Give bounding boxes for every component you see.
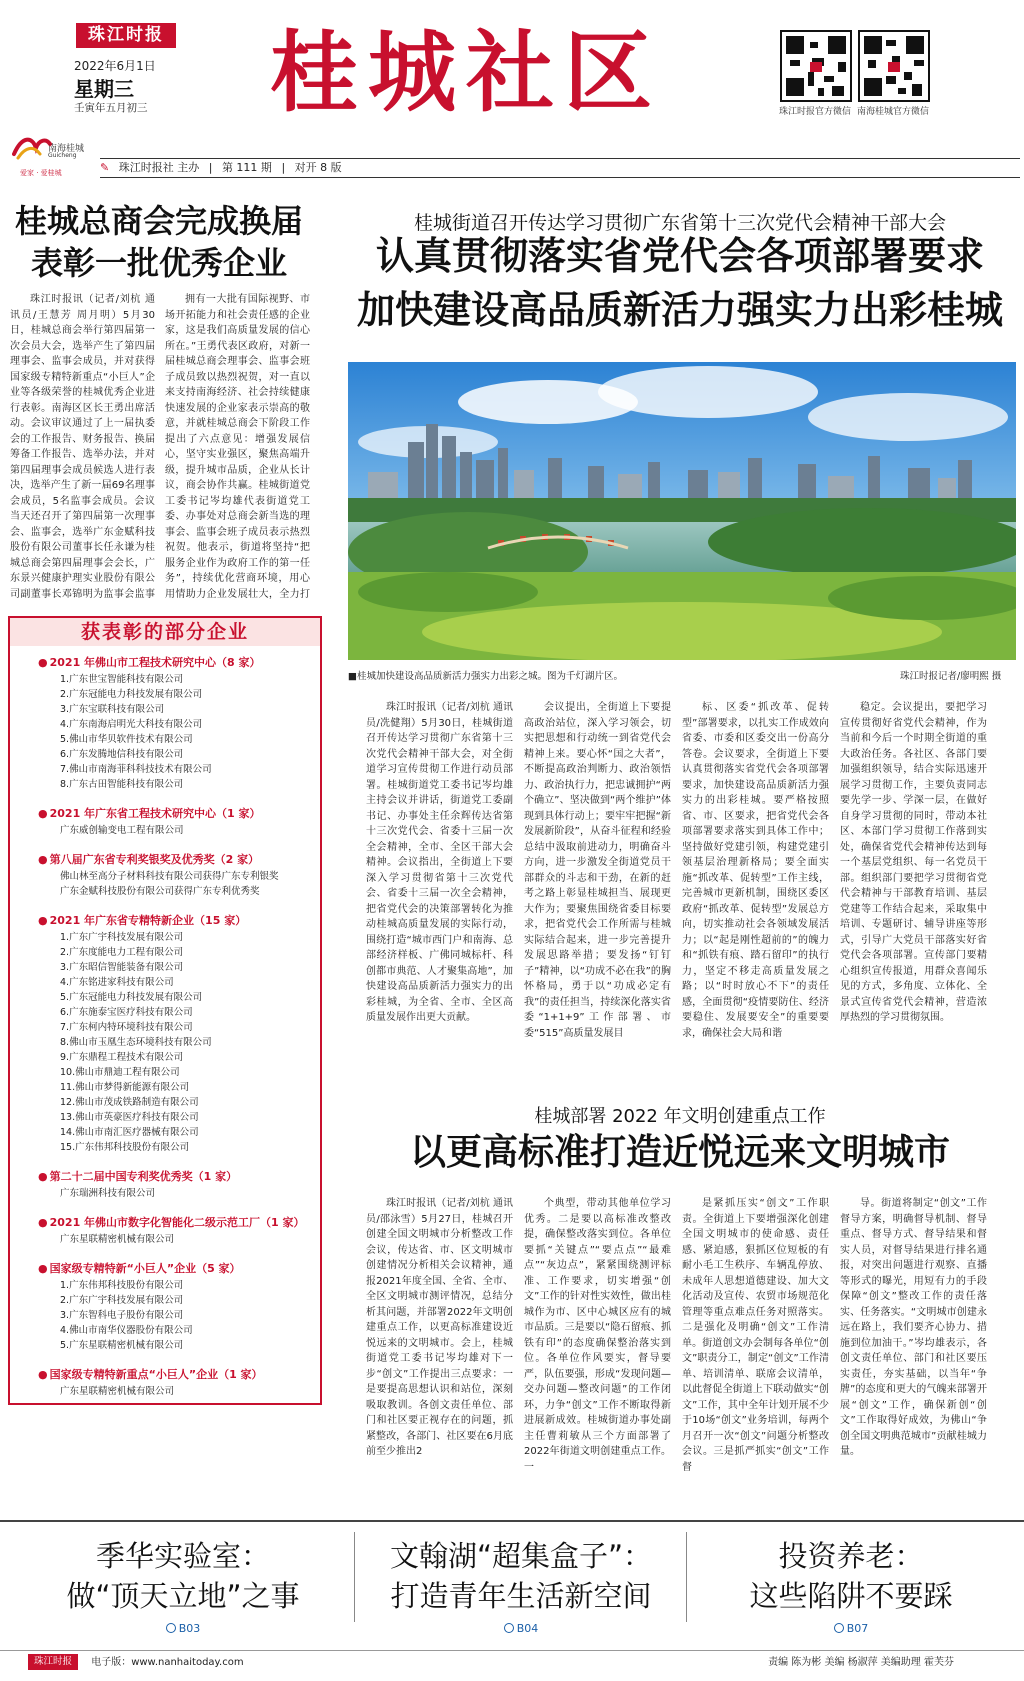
award-company: 1.广东广宇科技发展有限公司 [60, 932, 184, 943]
award-company: 5.广东冠能电力科技发展有限公司 [60, 992, 203, 1003]
award-company: 佛山林至高分子材料科技有限公司获得广东专利银奖 [60, 871, 279, 882]
award-company: 广东瑞洲科技有限公司 [60, 1188, 156, 1199]
photo-caption: ■桂城加快建设高品质新活力强实力出彩之城。图为千灯湖片区。 [348, 671, 623, 682]
award-company: 3.广东昭信智能装备有限公司 [60, 962, 184, 973]
main-headline-line2[interactable]: 加快建设高品质新活力强实力出彩桂城 [356, 288, 1003, 332]
teaser-separator [354, 1532, 355, 1622]
teaser-line2: 做“顶天立地”之事 [66, 1579, 300, 1613]
photo-credit: 珠江时报记者/廖明熙 摄 [900, 671, 1002, 682]
teaser-line2: 这些陷阱不要踩 [749, 1579, 953, 1613]
award-company: 广东星联精密机械有限公司 [60, 1386, 175, 1397]
left-headline-line2: 表彰一批优秀企业 [30, 244, 287, 282]
qr-right-caption: 南海桂城官方微信 [857, 107, 930, 117]
award-company: 8.佛山市玉凰生态环境科技有限公司 [60, 1037, 212, 1048]
footer-badge: 珠江时报 [28, 1654, 78, 1670]
section-title: 桂城社区 [270, 20, 663, 124]
main-headline-line1[interactable]: 认真贯彻落实省党代会各项部署要求 [375, 234, 984, 278]
teaser-page-ref[interactable] [356, 1622, 686, 1635]
issue-date: 2022年6月1日 [74, 59, 156, 73]
award-company: 8.广东古田智能科技有限公司 [60, 779, 184, 790]
logo-pinyin: Guicheng [48, 152, 77, 159]
second-story-column-2: 个典型，带动其他单位学习优秀。二是要以高标准改整改提，确保整改落实到位。各单位要抓“关键点”“要点点”“最难点”“灰边点”，紧紧围绕测评标准、工作要求，切实增强“创文”工作的针对性实效性，做出桂城作为市、区中心城区应有的城市品质。三是要以“隐石留痕、抓铁有印”的态度确保整治落实到位。各单位作风要实，督导要严，队伍要强，形成“发现问题—交办问题—整改问题”的工作闭环，力争“创文”工作不断取得新进展新成效。桂城街道办事处副主任曹莉敏从三个方面部署了2022年街道文明创建重点工作。一 [524, 1198, 671, 1473]
award-company: 11.佛山市梦得新能源有限公司 [60, 1082, 190, 1093]
city-skyline-photo [348, 362, 1016, 660]
award-company: 3.广东智科电子股份有限公司 [60, 1310, 184, 1321]
award-category: ● 第二十二届中国专利奖优秀奖（1 家） [38, 1168, 237, 1184]
second-story-headline[interactable]: 以更高标准打造近悦远来文明城市 [409, 1132, 950, 1173]
qr-code-icon[interactable] [780, 30, 852, 102]
award-company: 12.佛山市茂成铁路制造有限公司 [60, 1097, 199, 1108]
award-company: 7.广东柯内特环境科技有限公司 [60, 1022, 193, 1033]
award-company: 4.广东南海启明光大科技有限公司 [60, 719, 203, 730]
separator: | [281, 161, 286, 174]
second-story-column-1: 珠江时报讯（记者/刘杭 通讯员/邵泳雪）5月27日，桂城召开创建全国文明城市分析整改工作会议，传达省、市、区文明城市创建情况分析相关会议精神，通报2021年度全国、全省、全市、全区文明城市测评情况，总结分析其问题，并部署2022年文明创建重点工作，以更高标准建设近悦远来的文明城市。会上，桂城街道党工委书记岑均雄对下一步“创文”工作提出三点要求：一是要提高思想认识和站位，深刻吸取教训。各创文责任单位、部门和社区要正视存在的问题，抓紧整改，各部门、社区要在6月底前至少推出2 [366, 1198, 513, 1457]
main-story-column-3: 标、区委“抓改革、促转型”部署要求，以扎实工作成效向省委、市委和区委交出一份高分答卷。会议要求，全街道上下要认真贯彻落实省党代会各项部署要求，加快建设高品质新活力强实力的出彩桂城。要严格按照省、市、区要求，把省党代会各项部署要求落实到具体工作中；坚持做好党建引领，构建党建引领基层治理新格局；要全面实施“抓改革、促转型”工作主线，完善城市更新机制，围绕区委区政府“抓改革、促转型”发展总方向，切实推动社会各领域发展活力；以“起是刚性超前的”的魄力和“抓铁有痕、踏石留印”的执行力，坚定不移走高质量发展之路；以“时时放心不下”的责任感，全面贯彻“疫情要防住、经济要稳住、发展要安全”的重要要求，确保社会大局和谐 [682, 702, 829, 1039]
page-footer [0, 1650, 1024, 1674]
pen-icon: ✎ [100, 161, 110, 174]
award-company: 13.佛山市英豪医疗科技有限公司 [60, 1112, 199, 1123]
teaser-line1: 投资养老： [778, 1539, 924, 1573]
award-box-title: 获表彰的部分企业 [10, 618, 320, 646]
award-list-box [8, 616, 322, 1405]
logo-slogan: 爱家 · 爱桂城 [20, 169, 62, 177]
footer-website[interactable]: 电子版：www.nanhaitoday.com [91, 1657, 244, 1668]
page-ref-icon [166, 1623, 176, 1633]
left-story-headline[interactable] [0, 200, 318, 284]
award-category: ● 国家级专精特新“小巨人”企业（5 家） [38, 1260, 241, 1276]
qr-left-caption: 珠江时报官方微信 [779, 107, 852, 117]
award-company: 2.广东冠能电力科技发展有限公司 [60, 689, 203, 700]
award-category: ● 国家级专精特新重点“小巨人”企业（1 家） [38, 1366, 263, 1382]
newspaper-logo: 珠江时报 [76, 23, 176, 48]
teaser-b03[interactable] [18, 1536, 348, 1635]
guicheng-logo [8, 128, 88, 184]
award-company: 10.佛山市鼎迪工程有限公司 [60, 1067, 180, 1078]
teaser-ref-text: B03 [178, 1622, 201, 1635]
award-category: ● 2021 年广东省工程技术研究中心（1 家） [38, 805, 261, 821]
award-company: 1.广东伟邦科技股份有限公司 [60, 1280, 184, 1291]
teaser-page-ref[interactable] [686, 1622, 1016, 1635]
sponsor-text: 珠江时报社 主办 [118, 161, 200, 174]
teaser-line1: 文翰湖“超集盒子”： [389, 1539, 653, 1573]
second-story-column-4: 导。街道将制定“创文”工作督导方案，明确督导机制、督导重点、督导方式、督导结果和督实人员，对督导结果进行排名通报，对突出问题进行观察、直播等形式的曝光，用短有力的手段保障“创文”整改工作的责任落实、任务落实。“文明城市创建永远在路上，我们要齐心协力、措施到位加油干。”岑均雄表示，各创文责任单位、部门和社区要压实责任，夯实基础，以当年“争牌”的态度和更大的气魄来部署开展“创文”工作，确保新创“创文”工作取得好成效，为佛山“争创全国文明典范城市”贡献桂城力量。 [840, 1198, 987, 1457]
left-headline-line1: 桂城总商会完成换届 [14, 202, 303, 240]
logo-name: 南海桂城 [48, 144, 85, 154]
main-story-column-4: 稳定。会议提出，要把学习宣传贯彻好省党代会精神，作为当前和今后一个时期全街道的重大政治任务。各社区、各部门要加强组织领导，结合实际迅速开展学习贯彻工作，主要负责同志要先学一步、学深一层，在做好自身学习贯彻的同时，带动本社区、本部门学习贯彻工作落到实处，确保省党代会精神传达到每一个基层党组织、每一名党员干部。组织部门要把学习贯彻省党代会精神与干部教育培训、基层党建等工作结合起来，采取集中培训、专题研讨、辅导讲座等形式，引导广大党员干部落实好省党代会各项部署。宣传部门要精心组织宣传报道，用群众喜闻乐见的方式，多角度、立体化、全景式宣传省党代会精神，营造浓厚热烈的学习贯彻氛围。 [840, 702, 987, 1023]
teaser-divider [0, 1520, 1024, 1522]
award-company: 2.广东广宇科技发展有限公司 [60, 1295, 184, 1306]
qiandeng-lake-photo [348, 362, 1016, 660]
teaser-line2: 打造青年生活新空间 [390, 1579, 652, 1613]
award-company: 5.广东星联精密机械有限公司 [60, 1340, 184, 1351]
award-company: 4.佛山市南华仪器股份有限公司 [60, 1325, 193, 1336]
footer-editors: 责编 陈为彬 美编 杨淑萍 美编助理 霍芙芬 [768, 1657, 954, 1668]
award-category: ● 2021 年广东省专精特新企业（15 家） [38, 912, 246, 928]
award-company: 6.广东发腾地信科技有限公司 [60, 749, 184, 760]
teaser-b04[interactable] [356, 1536, 686, 1635]
award-company: 广东威创输变电工程有限公司 [60, 825, 184, 836]
award-company: 广东金赋科技股份有限公司获得广东专利优秀奖 [60, 886, 260, 897]
award-company: 5.佛山市华贝软件技术有限公司 [60, 734, 193, 745]
teaser-ref-text: B07 [846, 1622, 869, 1635]
main-story-column-2: 会议提出，全街道上下要提高政治站位，深入学习领会，切实把思想和行动统一到省党代会精神上来。要心怀“国之大者”，不断提高政治判断力、政治领悟力、政治执行力，把忠诚拥护“两个确立”、坚决做到“两个维护”体现到具体行动上；要牢牢把握“新发展新阶段”，从奋斗征程和经验总结中汲取前进动力，明确奋斗方向，进一步激发全街道党员干部群众的斗志和干劲，在新的赶考之路上彰显桂城担当、展现更大作为；要聚焦围绕省委目标要求，把省党代会工作所需与桂城实际结合起来，进一步完善提升发展思路举措；要发扬“钉钉子”精神，以“功成不必在我”的胸怀格局，勇于以“功成必定有我”的责任担当，持续深化落实省委“1+1+9”工作部署、市委“515”高质量发展目 [524, 702, 671, 1039]
award-company: 14.佛山市南汇医疗器械有限公司 [60, 1127, 199, 1138]
award-company: 2.广东度能电力工程有限公司 [60, 947, 184, 958]
award-company: 7.佛山市南海菲科科技技术有限公司 [60, 764, 212, 775]
page-count: 对开 8 版 [294, 161, 342, 174]
issue-info-bar [100, 158, 1020, 178]
award-category: ● 2021 年佛山市工程技术研究中心（8 家） [38, 654, 261, 670]
left-story-column-2: 拥有一大批有国际视野、市场开拓能力和社会责任感的企业家，这是我们高质量发展的信心所在。”王勇代表区政府，对新一届桂城总商会理事会、监事会班子成员致以热烈祝贺，对一直以来支持南海经济、社会持续健康快速发展的企业家表示崇高的敬意，并就桂城总商会下阶段工作提出了六点意见：增强发展信心，坚守实业强区，聚焦高端升级，提升城市品质，企业从长计议，商会协作共赢。桂城街道党工委书记岑均雄代表街道党工委、办事处对总商会新当选的理事会、监事会班子成员表示热烈祝贺。他表示，街道将坚持“把服务企业作为政府工作的第一任务”，持续优化营商环境，用心用情助力企业发展壮大，全力打 [165, 294, 310, 600]
teaser-line1: 季华实验室： [95, 1539, 270, 1573]
page-ref-icon [834, 1623, 844, 1633]
guicheng-swirl-icon [12, 132, 52, 160]
second-story-kicker: 桂城部署 2022 年文明创建重点工作 [534, 1106, 826, 1127]
separator: | [208, 161, 213, 174]
award-category: ● 第八届广东省专利奖银奖及优秀奖（2 家） [38, 851, 259, 867]
page-ref-icon [504, 1623, 514, 1633]
teaser-ref-text: B04 [516, 1622, 539, 1635]
main-story-kicker: 桂城街道召开传达学习贯彻广东省第十三次党代会精神干部大会 [413, 212, 946, 234]
award-category: ● 2021 年佛山市数字化智能化二级示范工厂（1 家） [38, 1214, 305, 1230]
issue-weekday: 星期三 [74, 77, 134, 101]
teaser-page-ref[interactable] [18, 1622, 348, 1635]
award-company: 9.广东鼎程工程技术有限公司 [60, 1052, 184, 1063]
award-company: 6.广东施泰宝医疗科技有限公司 [60, 1007, 193, 1018]
award-company: 4.广东铭进家科技有限公司 [60, 977, 174, 988]
award-company: 3.广东宝联科技有限公司 [60, 704, 165, 715]
left-story-column-1: 珠江时报讯（记者/刘杭 通讯员/王慧芳 周月明）5月30日，桂城总商会举行第四届第一次会员大会，选举产生了第四届理事会、监事会成员，并对获得国家级专精特新重点“小巨人”企业等各级荣誉的桂城优秀企业进行表彰。南海区区长王勇出席活动。会议审议通过了上一届执委会的工作报告、财务报告、换届筹备工作报告、选举办法，并对第四届理事会成员候选人进行表决，选举产生了新一届69名理事会成员，5名监事会成员。会议当天还召开了第四届第一次理事会、监事会，选举广东金赋科技股份有限公司董事长任永谦为桂城总商会第四届理事会会长，广东景兴健康护理实业股份有限公司副董事长邓锦明为监事会监事 [10, 294, 155, 600]
teaser-b07[interactable] [686, 1536, 1016, 1635]
award-company: 广东星联精密机械有限公司 [60, 1234, 175, 1245]
main-story-column-1: 珠江时报讯（记者/刘杭 通讯员/冼健翔）5月30日，桂城街道召开传达学习贯彻广东省第十三次党代会精神干部大会，对全街道学习宣传贯彻工作进行动员部署。桂城街道党工委书记岑均雄主持会议并讲话，街道党工委副书记、办事处主任余辉传达省第十三次党代会、省委十三届一次全会精神，全市、全区干部大会精神。会议指出，全街道上下要深入学习贯彻省第十三次党代会、省委十三届一次全会精神，把省党代会的决策部署转化为推动桂城高质量发展的实际行动，围绕打造“城市西门户和南海、总部经济样板、广佛同城标杆、科创都市典范、人才聚集高地”，加快建设高品质新活力强实力的出彩桂城，为全省、全市、全区高质量发展作出更大贡献。 [366, 702, 513, 1023]
award-company: 1.广东世宝智能科技有限公司 [60, 674, 184, 685]
second-story-column-3: 是紧抓压实“创文”工作职责。全街道上下要增强深化创建全国文明城市的使命感、责任感、紧迫感，狠抓区位短板的有耐小毛工生秩序、车辆乱停放、未成年人思想道德建设、加大文化活动及宣传、农贸市场规范化管理等重点难点任务对照落实。二是强化及明确“创文”工作清单。街道创文办会制每各单位“创文”职责分工，制定“创文”工作清单、培训清单、联席会议清单，以此督促全街道上下联动做实“创文”工作，其中全年计划开展不少于10场“创文”业务培训，每两个月召开一次“创文”问题分析整改会议。三是抓严抓实“创文”工作督 [682, 1198, 829, 1473]
issue-number: 第 111 期 [221, 161, 272, 174]
qr-code-icon[interactable] [858, 30, 930, 102]
lunar-date: 壬寅年五月初三 [74, 102, 148, 114]
award-company: 15.广东伟邦科技股份有限公司 [60, 1142, 190, 1153]
